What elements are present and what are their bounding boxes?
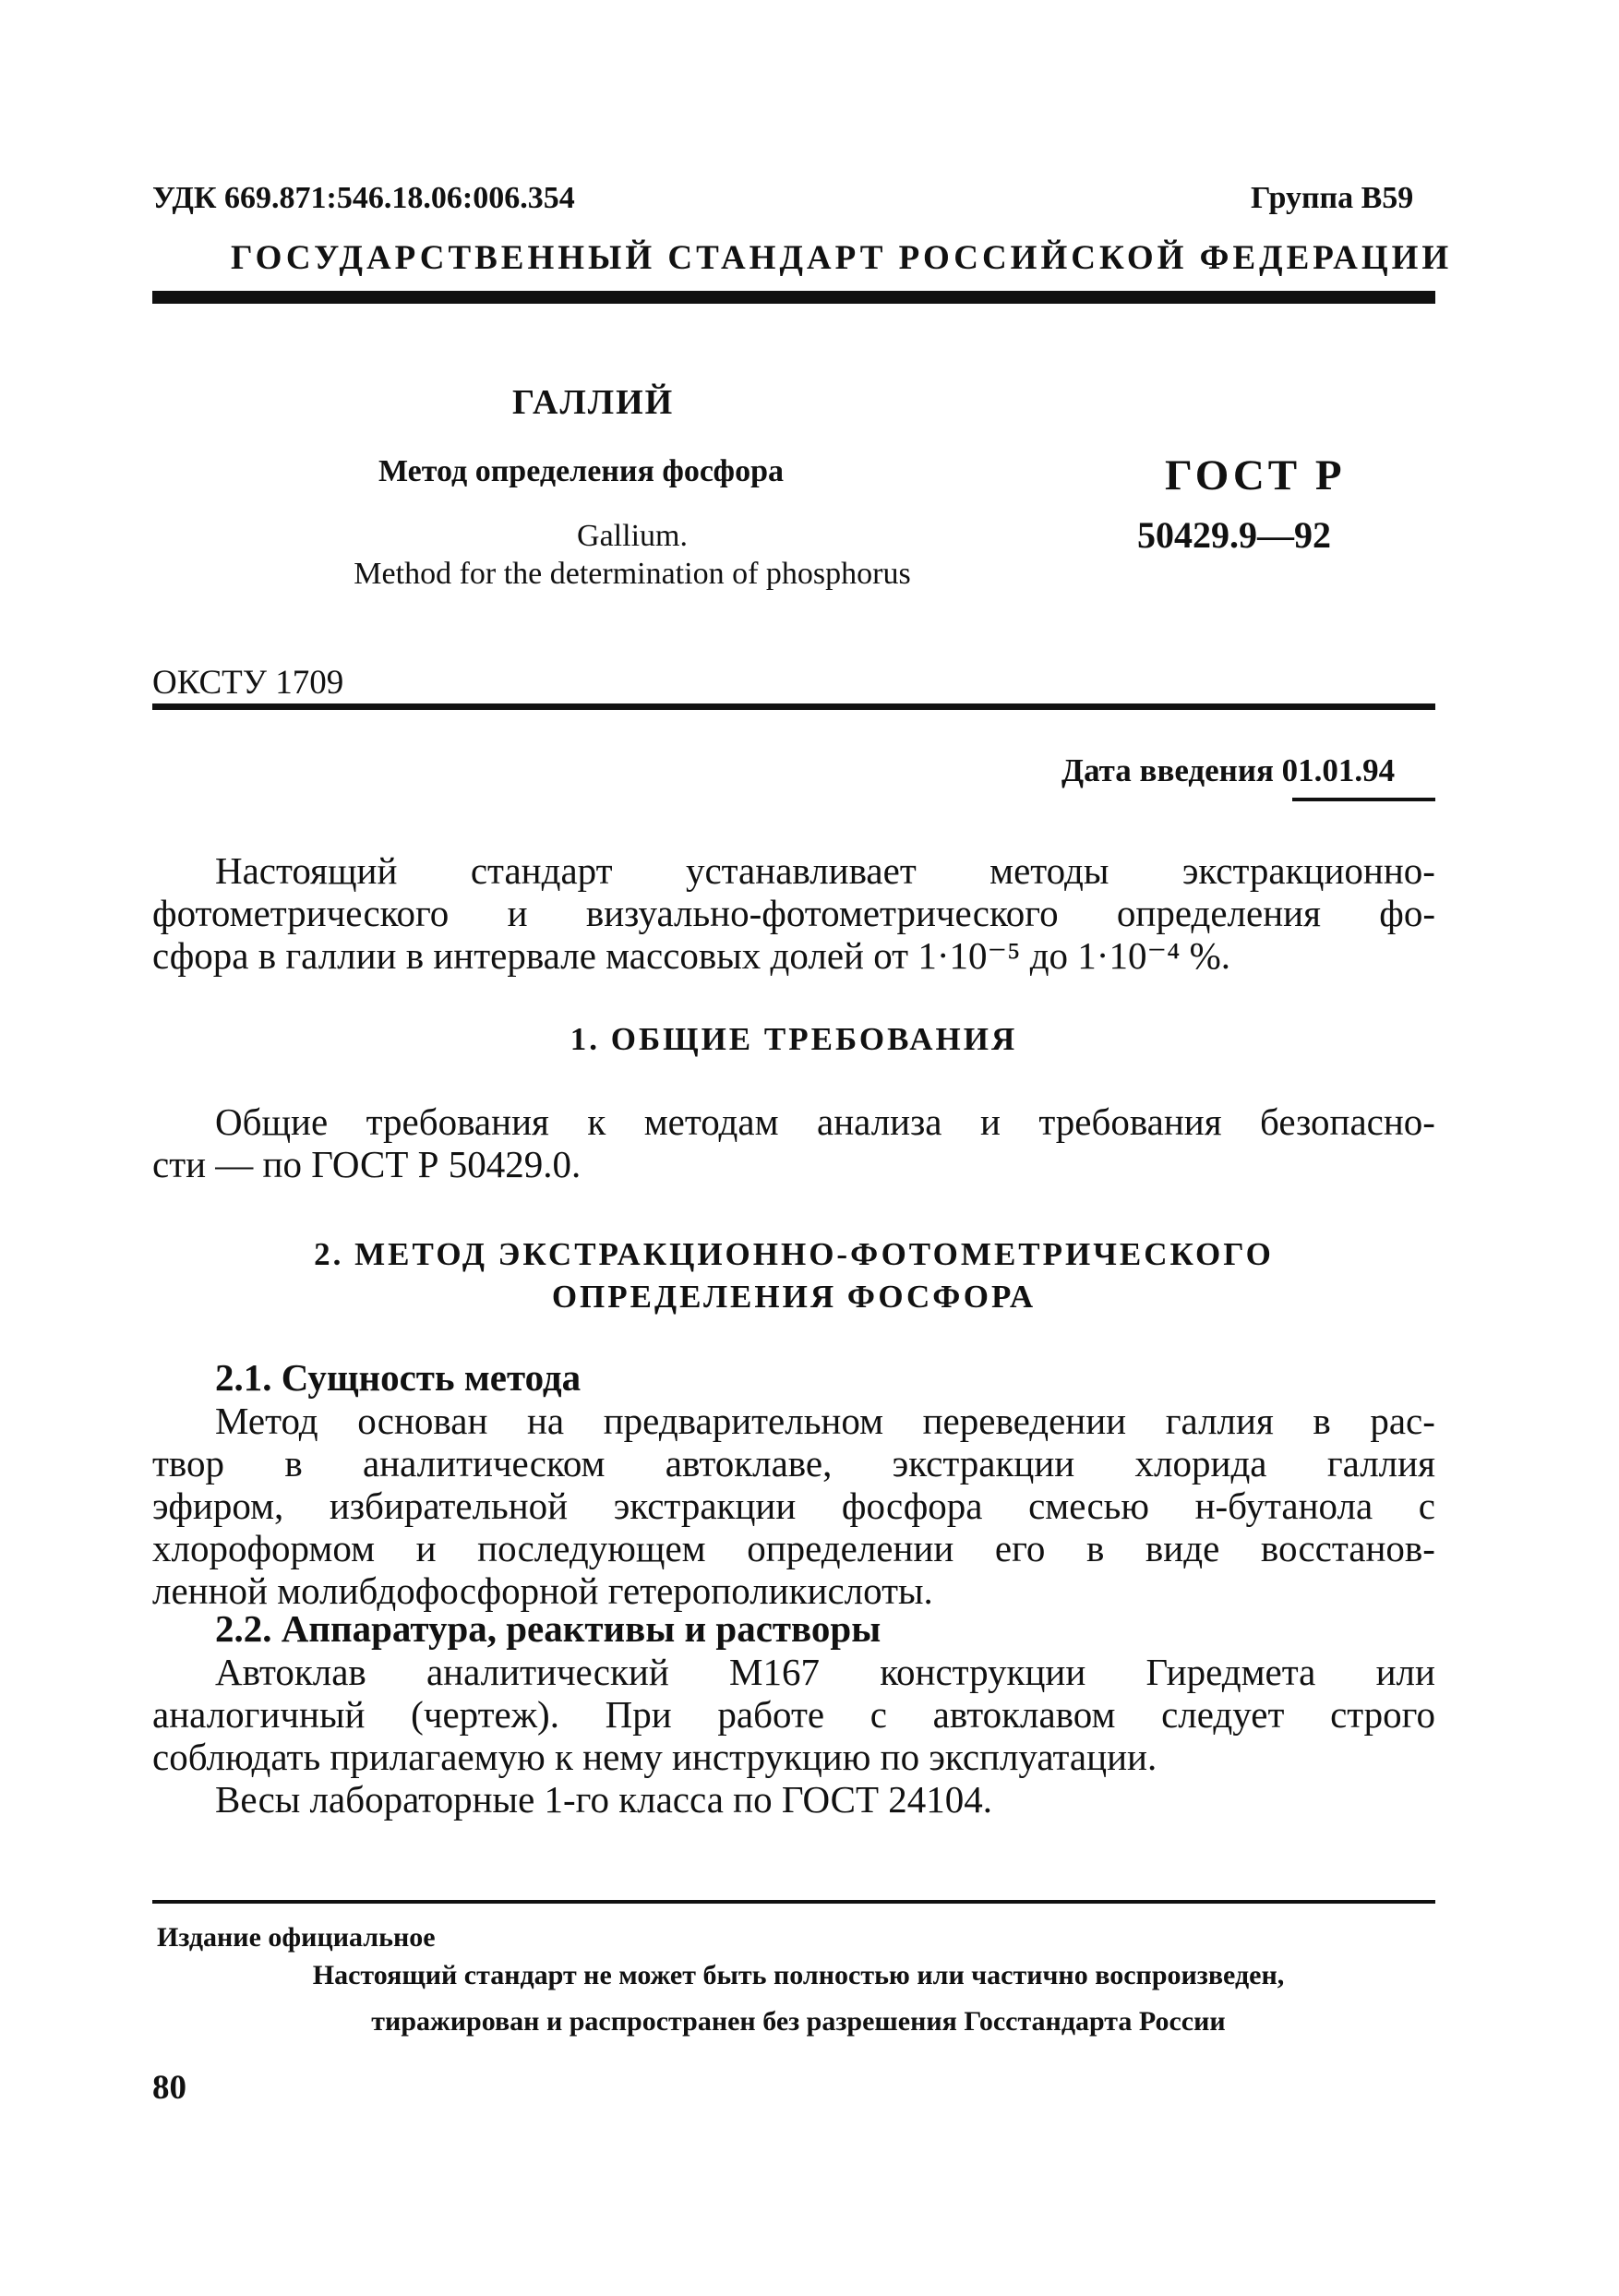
word: и xyxy=(415,1527,437,1569)
english-title-line-2: Method for the determination of phosphorus xyxy=(354,557,911,591)
word: (чертеж). xyxy=(411,1693,559,1736)
gost-number: 50429.9—92 xyxy=(1137,514,1331,556)
word: определении xyxy=(747,1527,954,1569)
word: анализа xyxy=(817,1100,942,1143)
subsection-2-2-paragraph xyxy=(152,1651,1435,1821)
text-line xyxy=(152,1400,1435,1442)
text-line xyxy=(152,1485,1435,1527)
word: работе xyxy=(717,1693,825,1736)
word: в xyxy=(284,1442,303,1485)
word: визуально-фотометрического xyxy=(585,892,1059,934)
text-line xyxy=(152,1778,1435,1821)
word: виде xyxy=(1145,1527,1220,1569)
word: восстанов- xyxy=(1260,1527,1435,1569)
word: твор xyxy=(152,1442,224,1485)
text-line xyxy=(152,849,1435,892)
section-2-heading xyxy=(152,1233,1435,1318)
word: методы xyxy=(989,849,1109,892)
section-2-heading-line-1: 2. МЕТОД ЭКСТРАКЦИОННО-ФОТОМЕТРИЧЕСКОГО xyxy=(314,1236,1274,1272)
word: последующем xyxy=(477,1527,706,1569)
word: основан xyxy=(357,1400,488,1442)
text-line xyxy=(152,1651,1435,1693)
word: методам xyxy=(643,1100,779,1143)
line-text: соблюдать прилагаемую к нему инструкцию по эксплуатации. xyxy=(152,1736,1157,1778)
text-line xyxy=(152,1693,1435,1736)
word: его xyxy=(994,1527,1046,1569)
state-standard-heading: ГОСУДАРСТВЕННЫЙ СТАНДАРТ РОССИЙСКОЙ ФЕДЕРАЦИИ xyxy=(231,239,1453,277)
footer-rule xyxy=(152,1900,1435,1904)
document-title: ГАЛЛИЙ xyxy=(512,383,675,422)
notice-line-1: Настоящий стандарт не может быть полностью или частично воспроизведен, xyxy=(312,1960,1285,1990)
text-line xyxy=(152,1527,1435,1569)
section-1-paragraph xyxy=(152,1100,1435,1185)
word: переведении xyxy=(922,1400,1127,1442)
word: автоклаве, xyxy=(665,1442,833,1485)
word: фо- xyxy=(1379,892,1435,934)
word: галлия xyxy=(1326,1442,1435,1485)
page-number: 80 xyxy=(152,2069,186,2107)
subsection-2-1-paragraph xyxy=(152,1400,1435,1612)
notice-line-2: тиражирован и распространен без разрешения Госстандарта России xyxy=(371,2006,1226,2037)
english-title xyxy=(231,517,1034,593)
header-thick-rule xyxy=(152,291,1435,304)
word: аналитическом xyxy=(362,1442,606,1485)
word: и xyxy=(979,1100,1001,1143)
word: и xyxy=(507,892,528,934)
gost-label: ГОСТ Р xyxy=(1165,451,1346,499)
text-line xyxy=(152,1143,1435,1185)
intro-paragraph xyxy=(152,849,1435,977)
text-line xyxy=(152,892,1435,934)
line-text: Весы лабораторные 1-го класса по ГОСТ 24104. xyxy=(215,1778,993,1821)
word: аналогичный xyxy=(152,1693,366,1736)
word: с xyxy=(869,1693,887,1736)
word: Общие xyxy=(215,1100,329,1143)
okstu-code: ОКСТУ 1709 xyxy=(152,664,344,702)
text-line xyxy=(152,1736,1435,1778)
word: хлорида xyxy=(1134,1442,1267,1485)
word: экстракционно- xyxy=(1181,849,1435,892)
word: Гиредмета xyxy=(1145,1651,1316,1693)
word: Метод xyxy=(215,1400,318,1442)
text-line xyxy=(152,1442,1435,1485)
word: требования xyxy=(366,1100,549,1143)
word: смесью xyxy=(1028,1485,1149,1527)
date-underline xyxy=(1292,798,1435,801)
copyright-notice xyxy=(157,1953,1440,2045)
word: хлороформом xyxy=(152,1527,376,1569)
word: При xyxy=(605,1693,672,1736)
word: следует xyxy=(1161,1693,1285,1736)
word: Настоящий xyxy=(215,849,398,892)
word: автоклавом xyxy=(932,1693,1116,1736)
word: эфиром, xyxy=(152,1485,284,1527)
word: рас- xyxy=(1370,1400,1435,1442)
udc-code: УДК 669.871:546.18.06:006.354 xyxy=(152,181,575,215)
word: устанавливает xyxy=(685,849,917,892)
word: Автоклав xyxy=(215,1651,366,1693)
word: строго xyxy=(1330,1693,1435,1736)
word: или xyxy=(1375,1651,1435,1693)
word: с xyxy=(1418,1485,1435,1527)
word: к xyxy=(587,1100,606,1143)
line-text: сти — по ГОСТ Р 50429.0. xyxy=(152,1143,582,1185)
word: избирательной xyxy=(329,1485,569,1527)
text-line xyxy=(152,1100,1435,1143)
word: требования xyxy=(1038,1100,1222,1143)
word: на xyxy=(526,1400,565,1442)
word: н-бутанола xyxy=(1194,1485,1373,1527)
line-text: ленной молибдофосфорной гетерополикислоты. xyxy=(152,1569,933,1612)
english-title-line-1: Gallium. xyxy=(577,519,688,553)
word: в xyxy=(1313,1400,1331,1442)
okstu-rule xyxy=(152,703,1435,710)
section-1-heading: 1. ОБЩИЕ ТРЕБОВАНИЯ xyxy=(570,1021,1018,1057)
word: М167 xyxy=(729,1651,820,1693)
subsection-2-1-title: 2.1. Сущность метода xyxy=(215,1356,582,1399)
word: экстракции xyxy=(892,1442,1075,1485)
edition-label: Издание официальное xyxy=(157,1922,436,1953)
word: безопасно- xyxy=(1260,1100,1435,1143)
word: аналитический xyxy=(426,1651,669,1693)
word: конструкции xyxy=(880,1651,1086,1693)
section-2-heading-line-2: ОПРЕДЕЛЕНИЯ ФОСФОРА xyxy=(551,1279,1037,1315)
word: в xyxy=(1085,1527,1105,1569)
word: экстракции xyxy=(613,1485,797,1527)
word: определения xyxy=(1116,892,1321,934)
word: галлия xyxy=(1165,1400,1274,1442)
word: фосфора xyxy=(841,1485,983,1527)
document-subtitle: Метод определения фосфора xyxy=(378,454,784,488)
word: фотометрического xyxy=(152,892,450,934)
text-line xyxy=(152,934,1435,977)
word: предварительном xyxy=(603,1400,884,1442)
introduction-date: Дата введения 01.01.94 xyxy=(1061,752,1396,788)
subsection-2-2-title: 2.2. Аппаратура, реактивы и растворы xyxy=(215,1607,881,1650)
group-code: Группа В59 xyxy=(1251,181,1414,215)
word: стандарт xyxy=(470,849,613,892)
line-text: сфора в галлии в интервале массовых долей от 1·10⁻⁵ до 1·10⁻⁴ %. xyxy=(152,934,1231,977)
